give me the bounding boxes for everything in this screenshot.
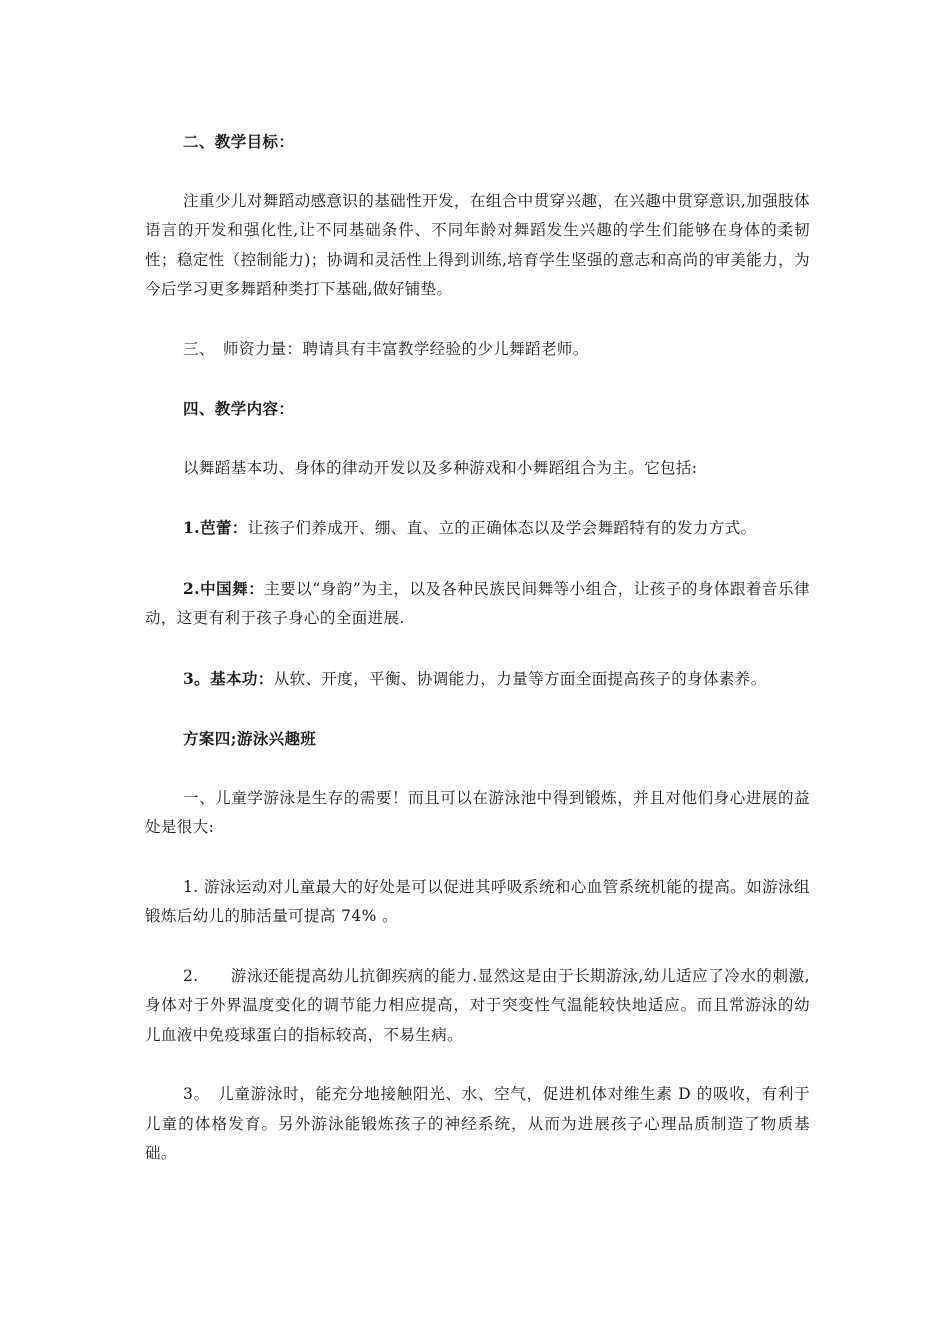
paragraph-swimming-point-2: 2. 游泳还能提高幼儿抗御疾病的能力.显然这是由于长期游泳,幼儿适应了冷水的刺激,身体对于外界温度变化的调节能力相应提高，对于突变性气温能较快地适应。而且常游泳的幼儿血液中免疫球蛋白的指标较高，不易生病。	[145, 966, 810, 1044]
paragraph-teaching-goals: 注重少儿对舞蹈动感意识的基础性开发，在组合中贯穿兴趣，在兴趣中贯穿意识,加强肢体语言的开发和强化性,让不同基础条件、不同年龄对舞蹈发生兴趣的学生们能够在身体的柔韧性；稳定性（控制能力)；协调和灵活性上得到训练,培育学生坚强的意志和高尚的审美能力，为今后学习更多舞蹈种类打下基础,做好铺垫。	[145, 191, 810, 298]
paragraph-swimming-intro: 一、儿童学游泳是生存的需要！而且可以在游泳池中得到锻炼，并且对他们身心进展的益处是很大:	[145, 788, 810, 836]
basic-skills-label: 3。基本功：	[183, 668, 274, 688]
ballet-label: 1.芭蕾：	[183, 518, 248, 537]
paragraph-swimming-point-3: 3。 儿童游泳时，能充分地接触阳光、水、空气，促进机体对维生素 D 的吸收，有利于儿童的体格发育。另外游泳能锻炼孩子的神经系统，从而为进展孩子心理品质制造了物质基础。	[145, 1085, 810, 1162]
ballet-text: 让孩子们养成开、绷、直、立的正确体态以及学会舞蹈特有的发力方式。	[247, 519, 757, 537]
section-heading-swimming-class: 方案四;游泳兴趣班	[183, 729, 317, 748]
section-heading-teaching-goals: 二、教学目标：	[183, 132, 295, 151]
chinese-dance-text: 主要以“身韵”为主，以及各种民族民间舞等小组合，让孩子的身体跟着音乐律动，这更有利于孩子身心的全面进展.	[145, 579, 810, 627]
paragraph-swimming-point-1: 1. 游泳运动对儿童最大的好处是可以促进其呼吸系统和心血管系统机能的提高。如游泳组锻炼后幼儿的肺活量可提高 74% 。	[145, 877, 810, 925]
chinese-dance-label: 2.中国舞：	[183, 578, 265, 598]
paragraph-basic-skills	[145, 664, 810, 695]
paragraph-content-intro: 以舞蹈基本功、身体的律动开发以及多种游戏和小舞蹈组合为主。它包括:	[183, 458, 698, 477]
basic-skills-text: 从软、开度，平衡、协调能力，力量等方面全面提高孩子的身体素养。	[273, 669, 767, 688]
section-heading-teaching-content: 四、教学内容：	[183, 399, 295, 418]
paragraph-teaching-staff: 三、 师资力量：聘请具有丰富教学经验的少儿舞蹈老师。	[183, 339, 589, 358]
paragraph-chinese-dance	[145, 574, 810, 634]
paragraph-ballet	[145, 513, 810, 544]
document-body	[145, 127, 810, 1199]
